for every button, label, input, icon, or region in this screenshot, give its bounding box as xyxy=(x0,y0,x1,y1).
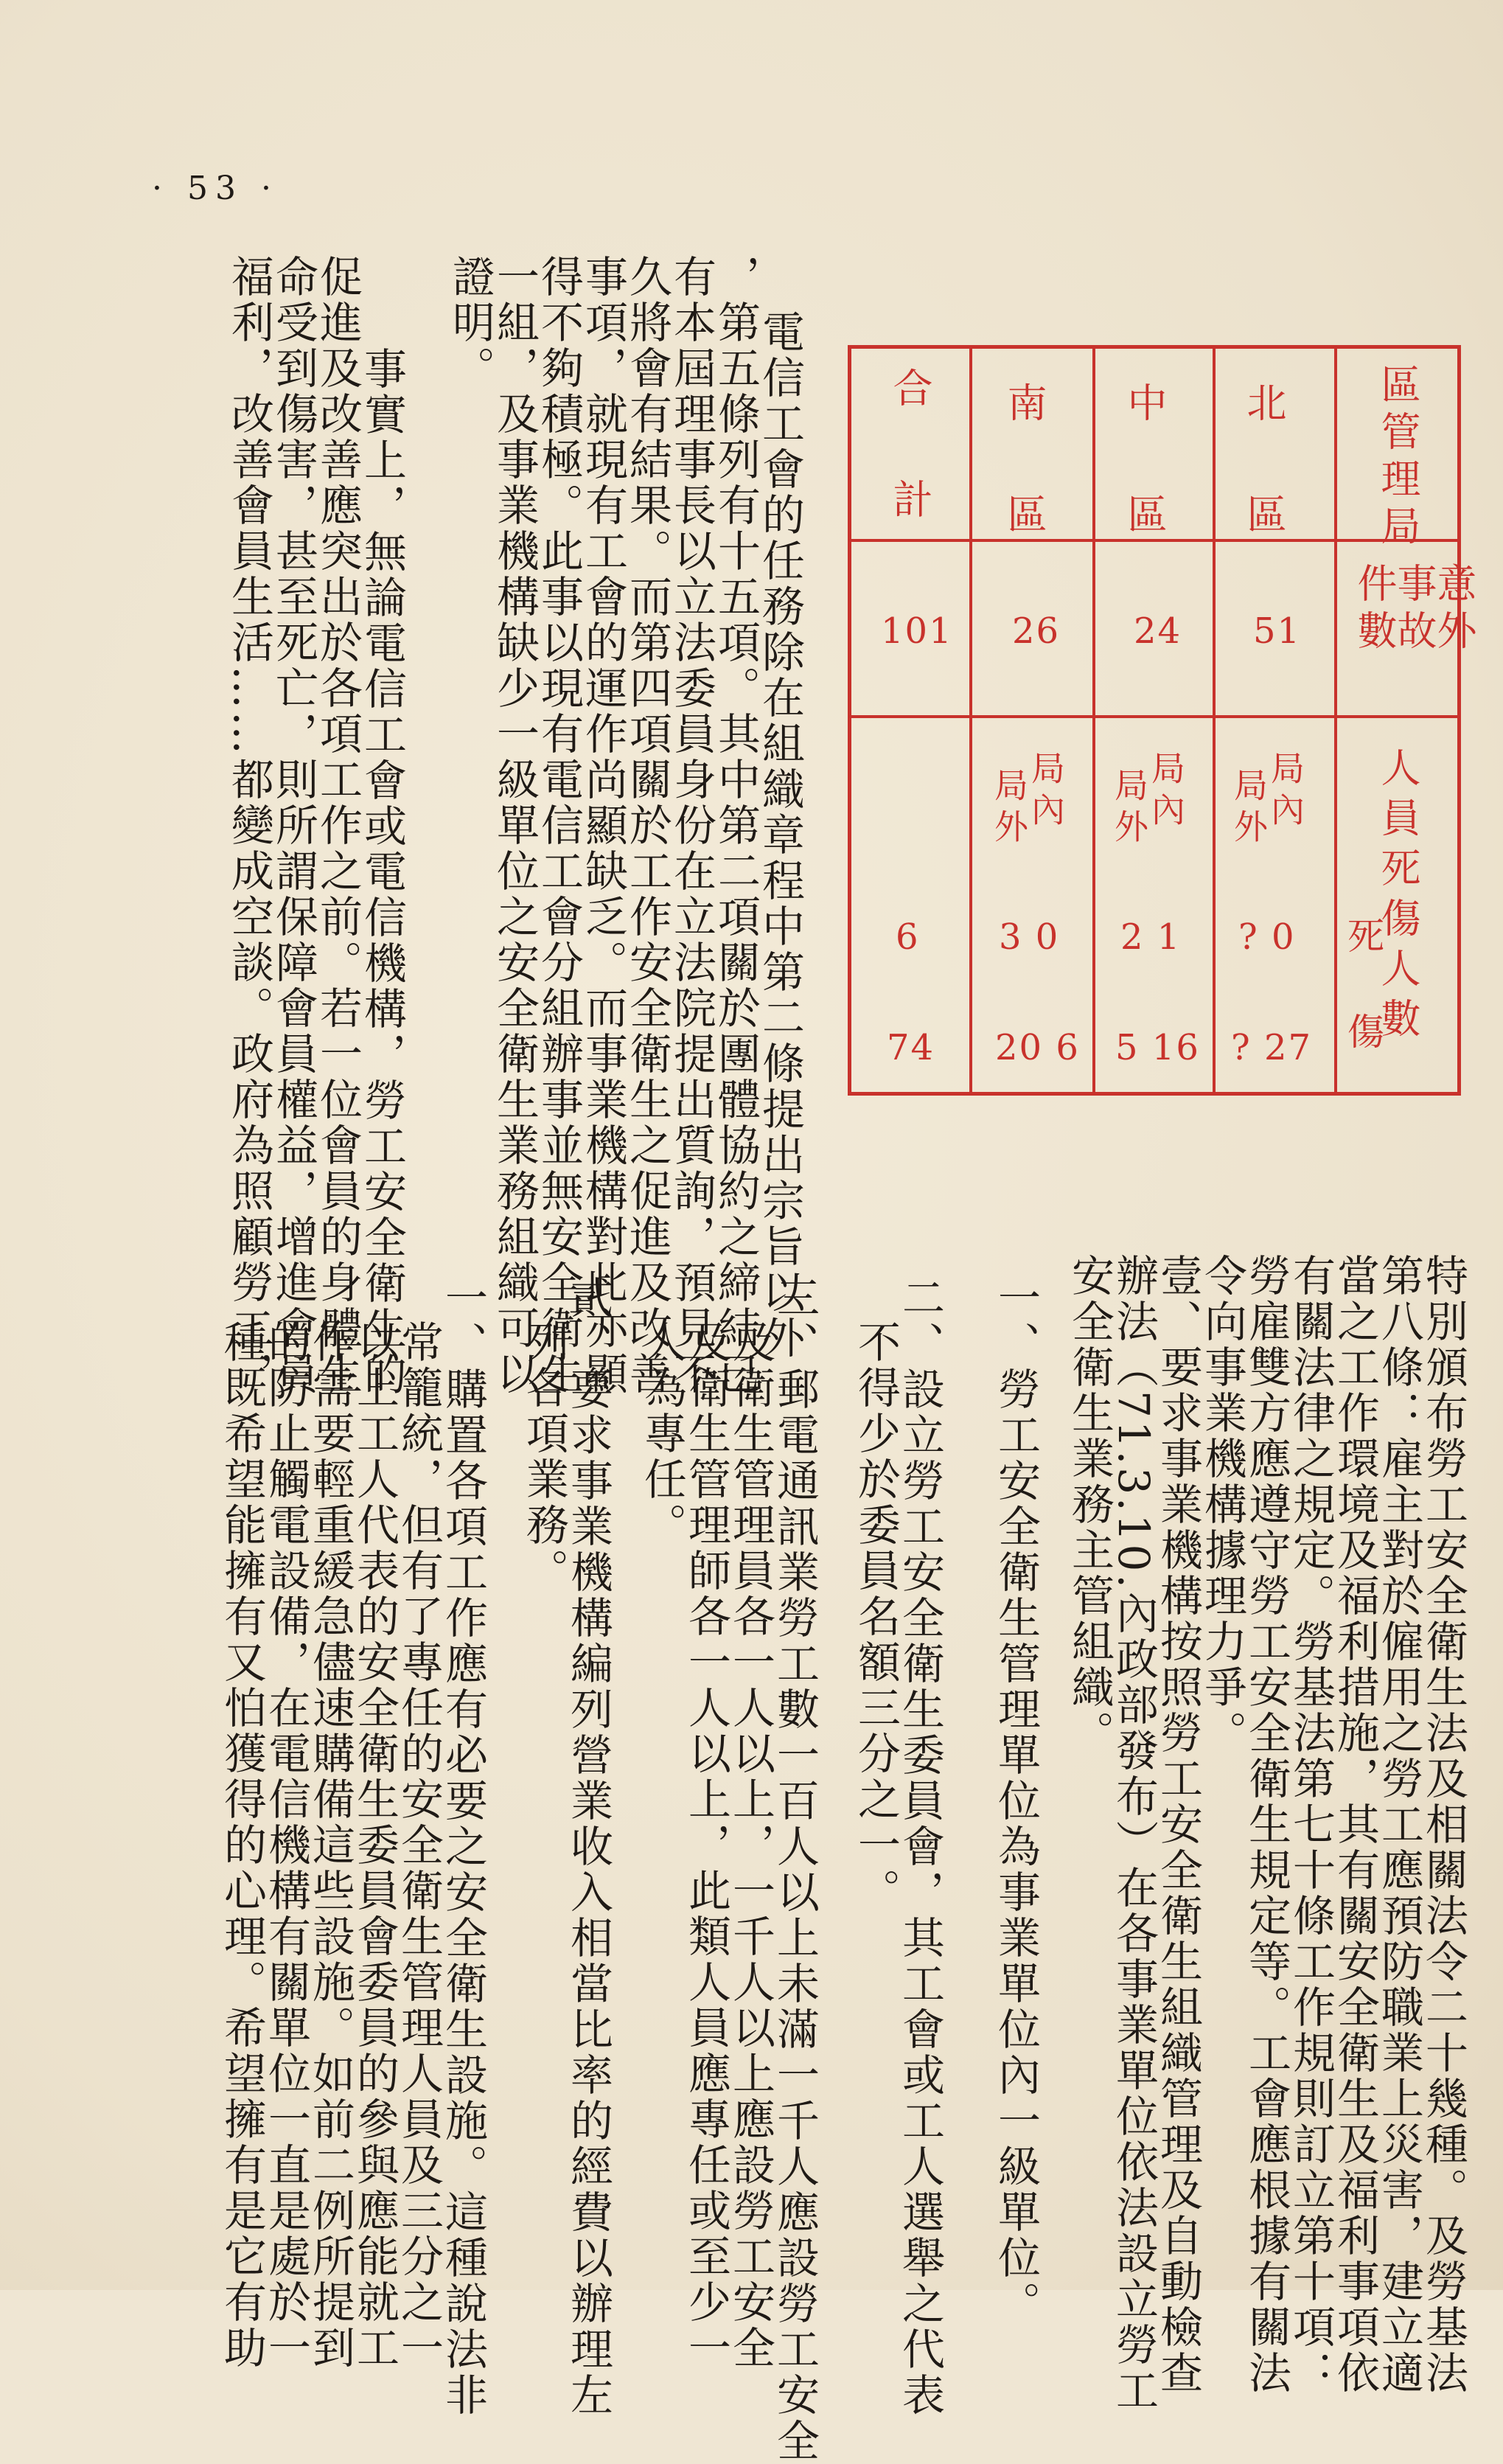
header-region: 區管理局 xyxy=(1375,363,1421,552)
accident-table xyxy=(848,345,1477,1096)
table-rule xyxy=(969,349,972,1092)
region-label: 南 區 xyxy=(1001,382,1047,563)
text-column: 久將會有結果。而第四項關於工作安全衛生之促進及改善 xyxy=(622,254,672,1397)
text-column: 事實上，無論電信工會或電信機構，勞工安全衛生的 xyxy=(357,347,407,1398)
text-column: 令向事業機構據理力爭。 xyxy=(1197,1253,1247,1756)
text-column: 有本屆理事長以立法委員身份在立法院提出質詢，預見不 xyxy=(666,254,716,1397)
table-rule xyxy=(851,715,1457,718)
text-column: 命受到傷害，甚至死亡，則所謂保障會員權益，增進會員 xyxy=(268,254,318,1397)
header-casualties: 人員死傷人數 xyxy=(1375,747,1421,1048)
text-column: 勞雇雙方應遵守勞工安全衛生規定等。工會應根據有關法 xyxy=(1241,1253,1291,2396)
text-column: 及衛生管理師各一人以上，此類人員應專任或至少一 xyxy=(681,1320,731,2371)
text-column: 二、設立勞工安全衛生委員會，其工會或工人選舉之代表 xyxy=(895,1275,945,2418)
text-column: 三、郵電通訊業勞工數一百人以上未滿一千人應設勞工安全 xyxy=(770,1275,820,2464)
text-column: 辦法（71.3.10.內政部發布）在各事業單位依法設立勞工 xyxy=(1109,1253,1159,2414)
text-column: 人為專任。 xyxy=(637,1320,687,1548)
text-column: 以上工人代表的安全衛生委員會委員的參與應能就工 xyxy=(349,1320,400,2371)
text-column: 一、勞工安全衛生管理單位為事業單位內一級單位。 xyxy=(991,1275,1041,2327)
table-rule xyxy=(1213,349,1216,1092)
text-column: 種既希望能擁有又怕獲得的心理。希望擁有是它有助 xyxy=(217,1320,267,2371)
table-rule xyxy=(1092,349,1095,1092)
text-column: 一組，及事業機構缺少一級單位之安全衛生業務組織可以 xyxy=(489,254,540,1397)
text-column: 貳、要求事業機構編列營業收入相當比率的經費以辦理左 xyxy=(563,1275,613,2418)
accident-count: 101 xyxy=(881,610,953,652)
text-column: 一、購置各項工作應有必要之安全衛生設施。這種說法非 xyxy=(438,1275,488,2418)
text-column: 及衛生管理員各一人以上，一千人以上應設勞工安全 xyxy=(725,1320,775,2371)
text-column: 有關法律之規定。勞基法第七十條工作規則訂立第十項： xyxy=(1286,1253,1336,2396)
text-column: 的防止觸電設備，在電信機構有關單位一直是處於一 xyxy=(261,1320,311,2371)
location-inside: 局內 xyxy=(1026,751,1066,833)
location-inside: 局內 xyxy=(1266,751,1305,833)
text-column: ，第五條列有十五項。其中第二項關於團體協約之締結已 xyxy=(711,254,761,1397)
location-inside: 局內 xyxy=(1146,751,1186,833)
region-label: 合 計 xyxy=(887,367,933,549)
text-column: 事項，就現有工會的運作尚顯缺乏。而事業機構對此亦顯 xyxy=(578,254,628,1397)
text-column: 當之工作環境及福利措施，其有關安全衛生及福利事項依 xyxy=(1330,1253,1380,2396)
accident-count: 24 xyxy=(1134,610,1182,652)
text-column: 安全衛生業務主管組織。 xyxy=(1064,1253,1115,1756)
dead-count: 6 xyxy=(896,916,920,958)
text-column: 第八條：雇主對於僱用之勞工應預防職業上災害，建立適 xyxy=(1374,1253,1424,2396)
accident-count: 51 xyxy=(1253,610,1302,652)
location-outside: 局外 xyxy=(989,768,1029,850)
page-number: · 53 · xyxy=(152,170,279,207)
text-column: 常籠統，但有了專任的安全衛生管理人員及三分之一 xyxy=(394,1320,444,2371)
region-label: 北 區 xyxy=(1241,382,1287,563)
injured-count: 74 xyxy=(887,1027,935,1068)
table-rule xyxy=(1334,349,1337,1092)
text-column: 作需要輕重緩急儘速購備這些設施。如前二例所提到 xyxy=(305,1320,355,2371)
location-outside: 局外 xyxy=(1229,768,1269,850)
injured-count: 5 16 xyxy=(1115,1027,1200,1068)
text-column: 不得少於委員名額三分之一。 xyxy=(851,1320,901,1914)
header-injured: 傷 xyxy=(1342,1012,1384,1057)
region-label: 中 區 xyxy=(1121,382,1168,563)
accident-count: 26 xyxy=(1012,610,1061,652)
text-column: 福利，改善會員生活……都變成空談。政府為照顧勞工， xyxy=(224,254,274,1397)
header-dead: 死 xyxy=(1342,916,1384,961)
injured-count: 20 6 xyxy=(995,1027,1080,1068)
text-column: 壹、要求事業機構按照勞工安全衛生組織管理及自動檢查 xyxy=(1153,1253,1203,2396)
text-column: 電信工會的任務除在組織章程中第二條提出宗旨以外 xyxy=(755,310,805,1361)
text-column: 促進及改善應突出於各項工作之前。若一位會員的身體生 xyxy=(313,254,363,1397)
text-column: 得不夠積極。此事以現有電信工會分組辦事並無安全衛生 xyxy=(534,254,584,1397)
injured-count: ? 27 xyxy=(1231,1027,1313,1068)
dead-count: ? 0 xyxy=(1238,916,1296,958)
text-column: 證明。 xyxy=(445,254,495,391)
dead-count: 3 0 xyxy=(999,916,1060,958)
location-outside: 局外 xyxy=(1109,768,1149,850)
text-column: 列各項業務。 xyxy=(519,1320,569,1594)
header-accidents: 意外事故件數 xyxy=(1351,563,1477,657)
text-column: 特別頒布勞工安全衛生法及相關法令二十幾種。及勞基法 xyxy=(1418,1253,1468,2396)
dead-count: 2 1 xyxy=(1120,916,1182,958)
